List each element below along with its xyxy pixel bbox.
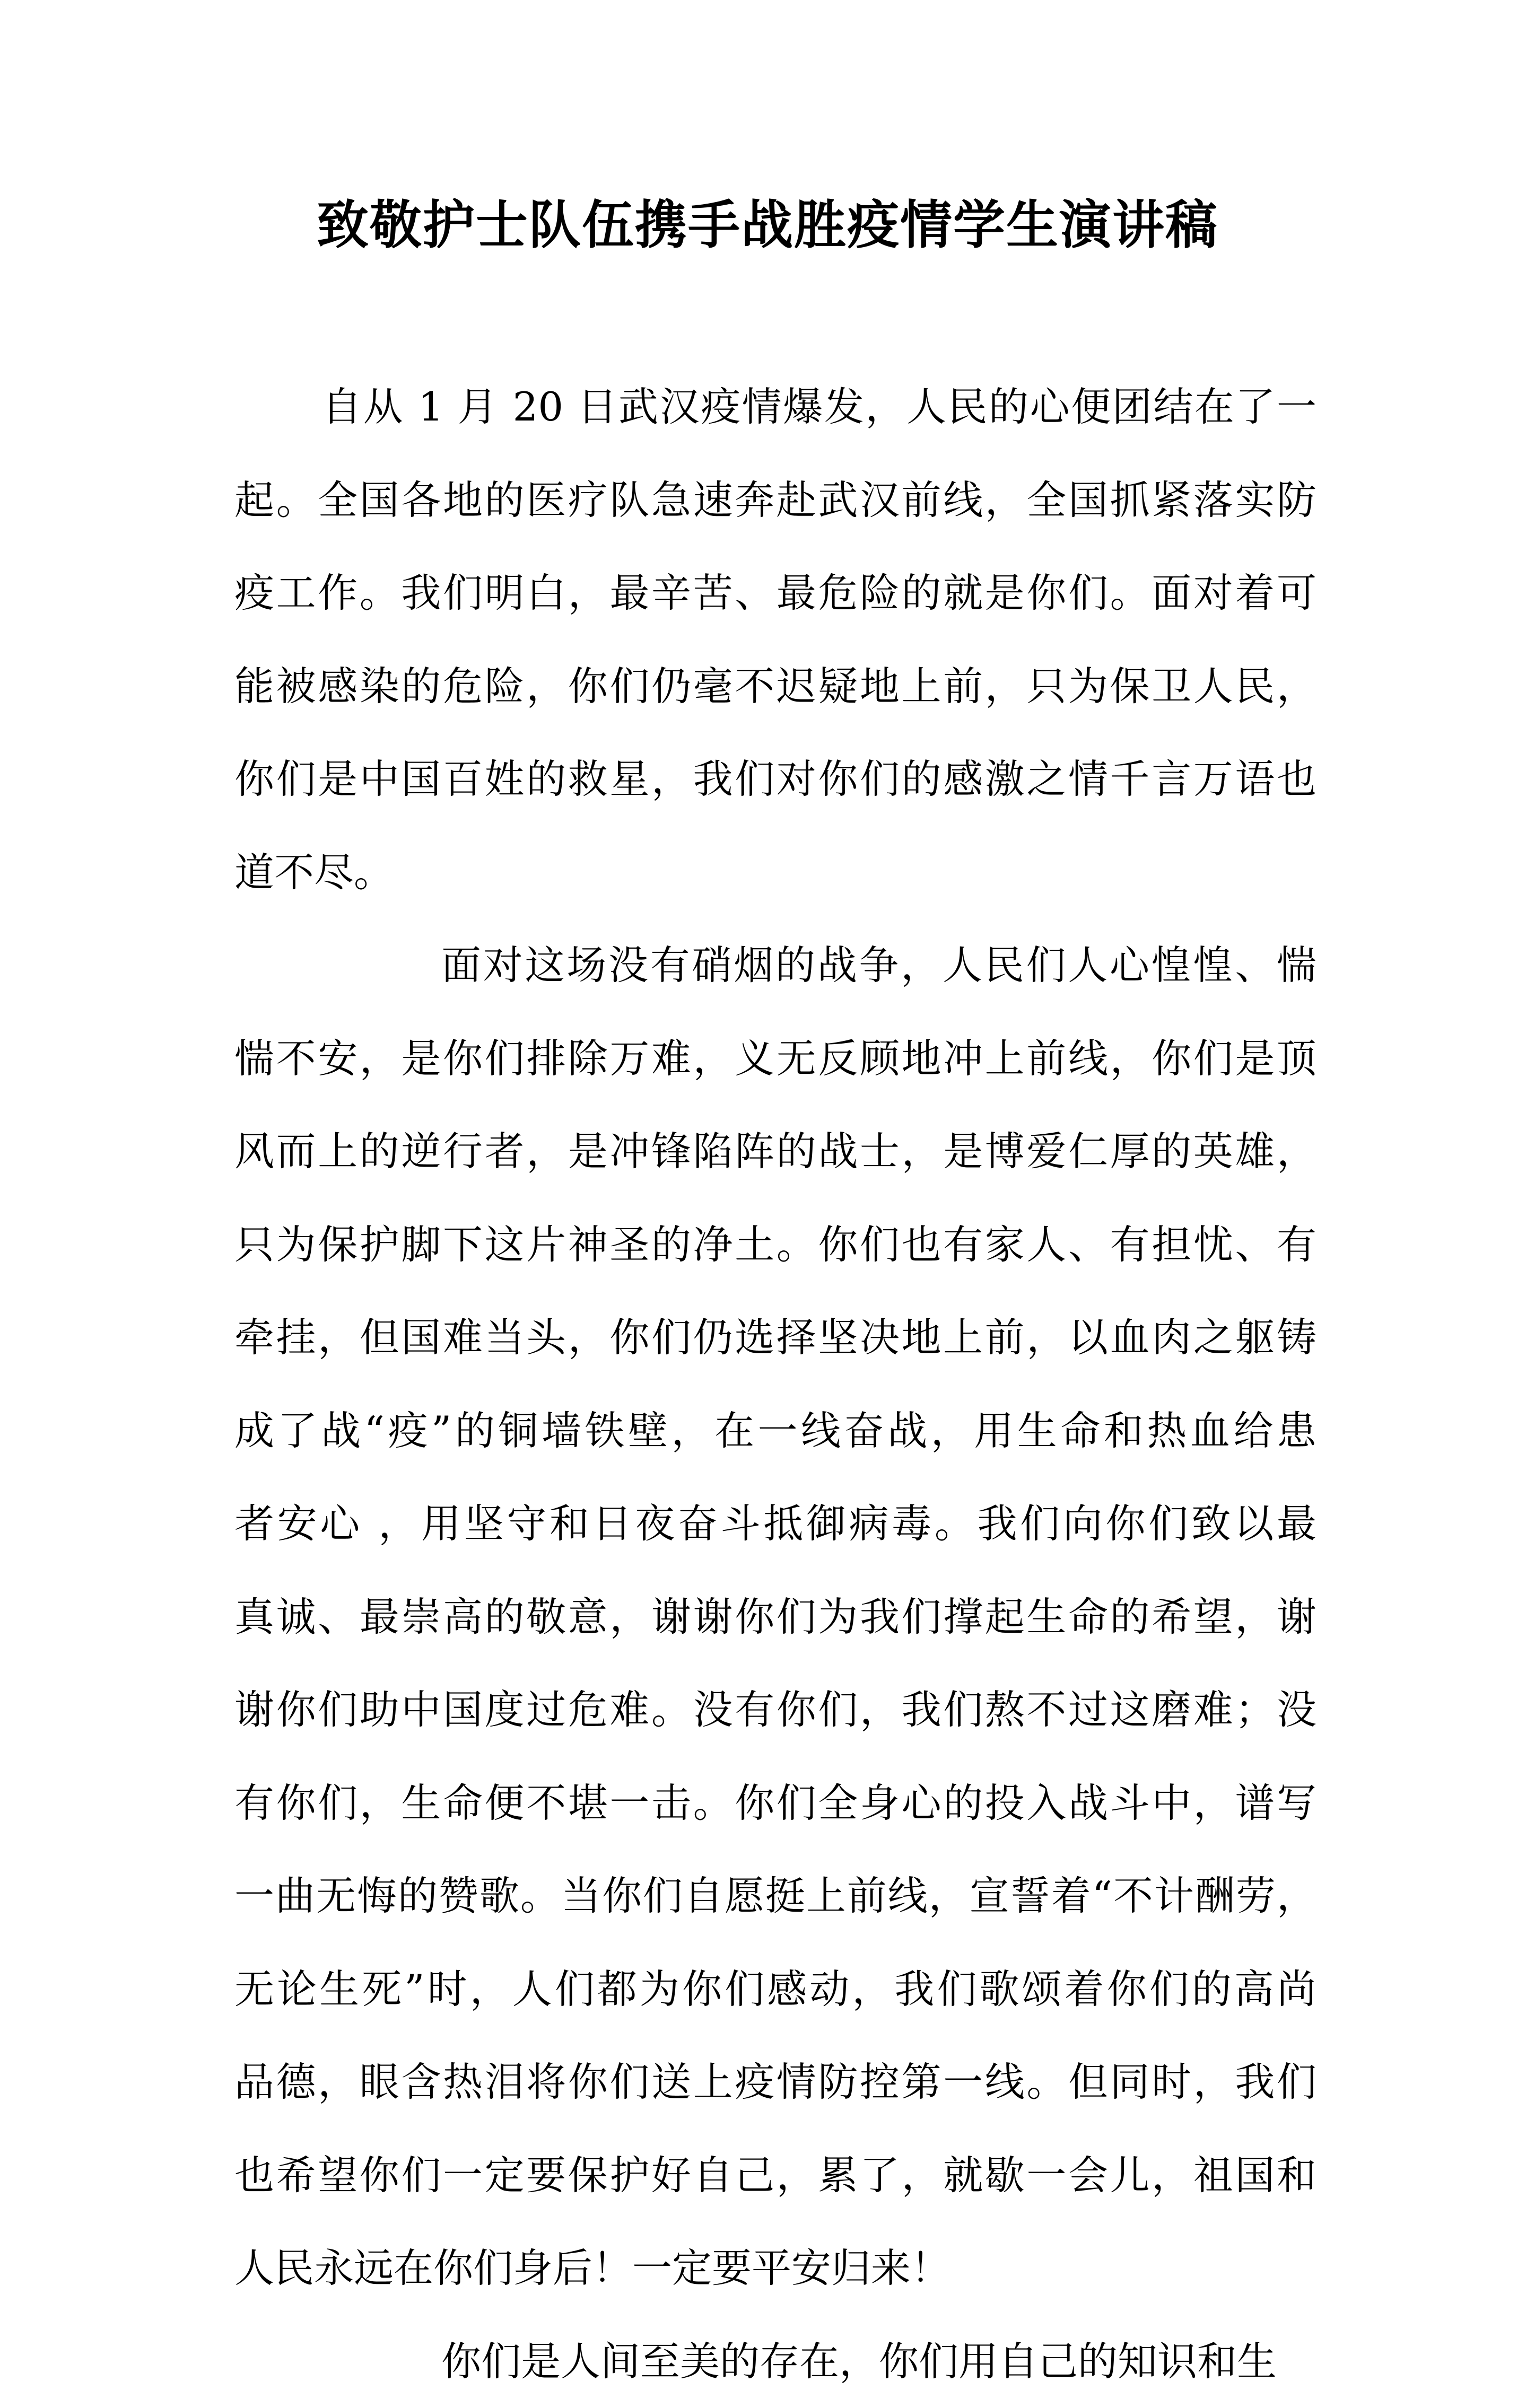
paragraph-line: 无论生死”时，人们都为你们感动，我们歌颂着你们的高尚: [234, 1943, 1316, 2036]
paragraph-line: 有你们，生命便不堪一击。你们全身心的投入战斗中，谱写: [234, 1757, 1316, 1850]
paragraph-line: 谢你们助中国度过危难。没有你们，我们熬不过这磨难；没: [234, 1663, 1316, 1757]
paragraph-line: 品德，眼含热泪将你们送上疫情防控第一线。但同时，我们: [234, 2036, 1316, 2129]
paragraph: [234, 2315, 1316, 2408]
paragraph-line: 你们是人间至美的存在，你们用自己的知识和生: [234, 2315, 1316, 2408]
paragraph-line: 成了战“疫”的铜墙铁壁，在一线奋战，用生命和热血给患: [234, 1385, 1316, 1478]
document-title: 致敬护士队伍携手战胜疫情学生演讲稿: [0, 191, 1535, 260]
paragraph-line: 道不尽。: [234, 826, 1316, 920]
document-body: [234, 361, 1316, 2408]
paragraph-line: 能被感染的危险，你们仍毫不迟疑地上前，只为保卫人民，: [234, 640, 1316, 733]
paragraph-line: 只为保护脚下这片神圣的净土。你们也有家人、有担忧、有: [234, 1198, 1316, 1292]
paragraph-line: 惴不安，是你们排除万难，义无反顾地冲上前线，你们是顶: [234, 1012, 1316, 1106]
paragraph-line: 牵挂，但国难当头，你们仍选择坚决地上前，以血肉之躯铸: [234, 1291, 1316, 1385]
paragraph-line: 疫工作。我们明白，最辛苦、最危险的就是你们。面对着可: [234, 547, 1316, 640]
paragraph-line: 面对这场没有硝烟的战争，人民们人心惶惶、惴: [234, 919, 1316, 1012]
paragraph-line: 者安心 ，用坚守和日夜奋斗抵御病毒。我们向你们致以最: [234, 1477, 1316, 1571]
paragraph-line: 一曲无悔的赞歌。当你们自愿挺上前线，宣誓着“不计酬劳，: [234, 1850, 1316, 1943]
paragraph-line: 风而上的逆行者，是冲锋陷阵的战士，是博爱仁厚的英雄，: [234, 1105, 1316, 1198]
paragraph: [234, 919, 1316, 2315]
paragraph-line: 也希望你们一定要保护好自己，累了，就歇一会儿，祖国和: [234, 2129, 1316, 2222]
paragraph-line: 真诚、最崇高的敬意，谢谢你们为我们撑起生命的希望，谢: [234, 1571, 1316, 1664]
paragraph-line: 起。全国各地的医疗队急速奔赴武汉前线，全国抓紧落实防: [234, 454, 1316, 547]
paragraph: [234, 361, 1316, 919]
paragraph-line: 人民永远在你们身后！一定要平安归来！: [234, 2222, 1316, 2315]
paragraph-line: 自从 1 月 20 日武汉疫情爆发，人民的心便团结在了一: [234, 361, 1316, 454]
paragraph-line: 你们是中国百姓的救星，我们对你们的感激之情千言万语也: [234, 733, 1316, 826]
